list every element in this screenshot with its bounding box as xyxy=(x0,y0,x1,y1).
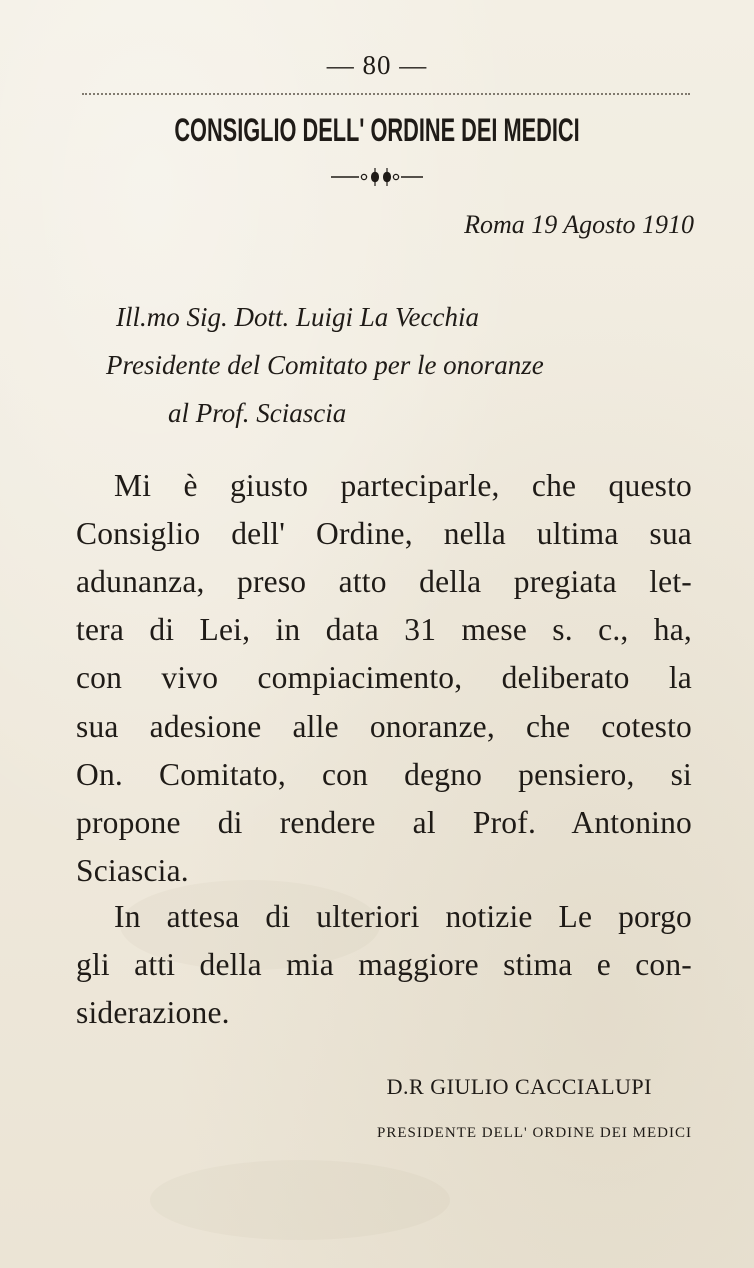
signature-title: PRESIDENTE DELL' ORDINE DEI MEDICI xyxy=(376,1125,692,1141)
addressee-line: Ill.mo Sig. Dott. Luigi La Vecchia xyxy=(116,302,479,332)
body-line: gli atti della mia maggiore stima e con- xyxy=(76,947,692,982)
document-heading: CONSIGLIO DELL' ORDINE DEI MEDICI xyxy=(174,112,580,148)
signature-name: D.R GIULIO CACCIALUPI xyxy=(386,1074,652,1099)
body-line: con vivo compiacimento, deliberato la xyxy=(76,660,692,695)
letter-dateline: Roma 19 Agosto 1910 xyxy=(464,210,694,239)
body-line: adunanza, preso atto della pregiata let- xyxy=(76,564,692,599)
body-line: Mi è giusto parteciparle, che questo xyxy=(114,468,692,503)
addressee-line: Presidente del Comitato per le onoranze xyxy=(106,350,544,380)
addressee-line: al Prof. Sciascia xyxy=(168,398,347,428)
fleuron-ornament-icon xyxy=(327,164,427,190)
body-line: propone di rendere al Prof. Antonino xyxy=(76,805,692,840)
body-line: In attesa di ulteriori notizie Le porgo xyxy=(114,899,692,934)
body-line: Sciascia. xyxy=(76,853,189,888)
body-line: sua adesione alle onoranze, che cotesto xyxy=(76,709,692,744)
body-line: On. Comitato, con degno pensiero, si xyxy=(76,757,692,792)
dotted-divider xyxy=(82,93,690,95)
page-number: — 80 — xyxy=(326,50,428,80)
paper-stain xyxy=(150,1160,450,1240)
body-line: tera di Lei, in data 31 mese s. c., ha, xyxy=(76,612,692,647)
body-line: siderazione. xyxy=(76,995,230,1030)
body-line: Consiglio dell' Ordine, nella ultima sua xyxy=(76,516,692,551)
